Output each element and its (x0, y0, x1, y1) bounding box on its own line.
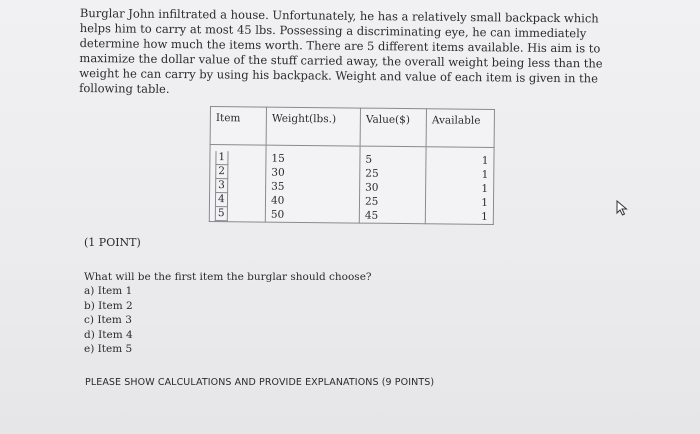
cell-item: 2 (210, 165, 266, 180)
cell-item: 3 (210, 179, 266, 194)
problem-statement: Burglar John infiltrated a house. Unfortunately, he has a relatively small backpack which helps him to carry at most 45 lbs. Possessing a discriminating eye, he can immediately determine how much the items worth. There are 5 different items available. His aim is to maximize the dollar value of the stuff carried away, the overall weight being less than the weight he can carry by using his backpack. Weight and value of each item is given in the following table. (79, 6, 603, 96)
option-b[interactable]: b) Item 2 (84, 299, 133, 312)
question-text: What will be the first item the burglar should choose? (84, 271, 372, 283)
header-value: Value($) (360, 108, 426, 147)
cell-available: 1 (425, 209, 493, 224)
cell-item: 1 (210, 145, 266, 166)
instruction-text: PLEASE SHOW CALCULATIONS AND PROVIDE EXPLANATIONS (9 POINTS) (85, 377, 435, 388)
table-row (209, 207, 493, 224)
option-c[interactable]: c) Item 3 (84, 314, 132, 327)
cell-item: 4 (209, 193, 265, 208)
option-e[interactable]: e) Item 5 (84, 343, 133, 356)
cell-value: 45 (359, 209, 425, 224)
cell-weight: 50 (265, 208, 359, 223)
table-header-row (210, 107, 494, 148)
cell-weight: 35 (266, 180, 360, 195)
point-label: (1 POINT) (84, 236, 141, 249)
cell-available: 1 (425, 195, 493, 210)
option-d[interactable]: d) Item 4 (84, 328, 133, 341)
cell-available: 1 (426, 147, 494, 168)
answer-options (84, 284, 133, 357)
header-item: Item (210, 107, 266, 146)
items-table (209, 106, 495, 225)
header-weight: Weight(lbs.) (266, 107, 360, 146)
cell-weight: 40 (265, 194, 359, 209)
cell-weight: 15 (266, 145, 360, 166)
header-available: Available (426, 109, 494, 148)
cell-value: 25 (359, 195, 425, 210)
mouse-pointer-icon (615, 200, 629, 216)
cell-value: 25 (360, 167, 426, 182)
option-a[interactable]: a) Item 1 (84, 285, 133, 297)
cell-weight: 30 (266, 166, 360, 181)
cell-value: 30 (360, 181, 426, 196)
cell-item: 5 (209, 207, 265, 222)
cell-value: 5 (360, 146, 426, 167)
cell-available: 1 (426, 167, 494, 182)
cell-available: 1 (426, 181, 494, 196)
